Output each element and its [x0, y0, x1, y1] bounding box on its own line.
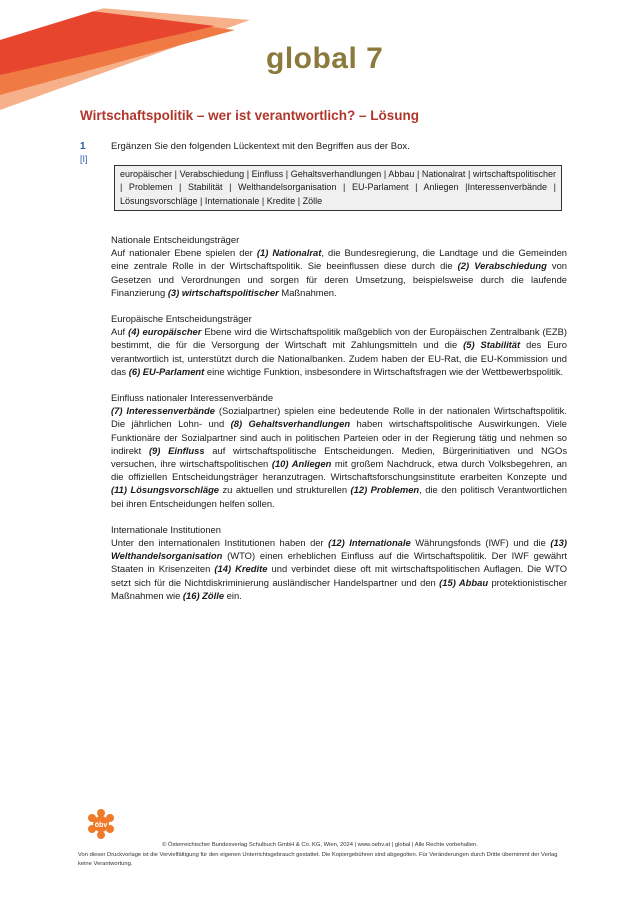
page-title: Wirtschaftspolitik – wer ist verantwortlich? – Lösung	[80, 108, 419, 123]
text-segment: Währungsfonds (IWF) und die	[410, 537, 551, 549]
answer-term: (13) Welthandelsorganisation	[111, 537, 568, 562]
answer-term: (9) Einfluss	[148, 444, 205, 456]
text-segment: Unter den internationalen Institutionen haben der	[111, 537, 329, 549]
section-title: Nationale Entscheidungsträger	[111, 234, 240, 245]
text-segment: protektionistischer Maßnahmen wie	[111, 576, 567, 601]
brand-title: global 7	[266, 42, 384, 75]
text-segment: (WTO) einen erheblichen Einfluss auf die Wirtschaftspolitik. Der IWF gewährt Staaten in Krisenzeiten	[111, 550, 567, 575]
text-segment: haben wirtschaftspolitische Auswirkungen. Viele Funktionäre der Sozialpartner sind auch in politischen Parteien oder in der Regierung tätig und nehmen so indirekt	[111, 418, 567, 456]
text-segment: (Sozialpartner) spielen eine bedeutende Rolle in der nationalen Wirtschaftspolitik. Die jährlichen Lohn- und	[111, 405, 567, 430]
svg-text:öbv: öbv	[94, 822, 108, 829]
answer-term: (14) Kredite	[214, 563, 268, 575]
text-segment: Ebene wird die Wirtschaftspolitik maßgeblich von der Europäischen Zentralbank (EZB) bestimmt, die für die Versorgung der Wirtschaft mit Zahlungsmitteln und die	[111, 326, 567, 351]
text-segment: Maßnahmen.	[278, 286, 337, 298]
text-segment: auf wirtschaftspolitische Entscheidungen. Medien, Bürgerinitiativen und NGOs versuchen, ihre wirtschaftspolitischen	[111, 444, 568, 470]
answer-term: (3) wirtschaftspolitischer	[167, 286, 279, 298]
section	[111, 312, 567, 378]
text-segment: ein.	[224, 589, 242, 601]
answer-term: (8) Gehaltsverhandlungen	[230, 418, 351, 430]
text-segment: Auf	[111, 326, 129, 338]
section-body	[111, 404, 567, 510]
answer-term: (10) Anliegen	[271, 458, 332, 470]
task-number: 1	[80, 141, 86, 152]
answer-term: (12) Internationale	[328, 537, 411, 549]
text-segment: und verbindet diese oft mit wirtschaftspolitischen Auflagen. Die WTO setzt sich für die Nichtdiskriminierung ausländischer Handelspartner und den	[111, 563, 568, 588]
text-segment: Auf nationaler Ebene spielen der	[111, 247, 257, 259]
header-corner-graphic	[0, 0, 260, 110]
task-instruction: Ergänzen Sie den folgenden Lückentext mit den Begriffen aus der Box.	[111, 141, 410, 152]
text-segment: , die den politisch Verantwortlichen bei ihren Entscheidungen helfen sollen.	[111, 484, 567, 509]
text-segment: des Euro verantwortlich ist, unterstützt durch die Nationalbanken. Zudem haben der EU-Rat, die EU-Kommission und das	[111, 339, 567, 377]
answer-term: (5) Stabilität	[463, 339, 521, 351]
section-title: Europäische Entscheidungsträger	[111, 313, 252, 325]
section-title: Einfluss nationaler Interessenverbände	[111, 392, 274, 404]
text-segment: von Gesetzen und Verordnungen und sorgen für deren Umsetzung, beispielsweise durch die laufende Finanzierung	[111, 260, 567, 298]
text-segment: , die Bundesregierung, die Landtage und die Gemeinden eine zentrale Rolle in der Wirtschaftspolitik. Sie beeinflussen diese durch die	[111, 247, 568, 272]
footer-notice: Von dieser Druckvorlage ist die Vervielfältigung für den eigenen Unterrichtsgebrauch gestattet. Die Kopiergebühren sind abgegolten. Für Veränderungen durch Dritte übernimmt der Verlag keine Verantwortung.	[78, 852, 558, 867]
section	[111, 523, 567, 602]
answer-term: (11) Lösungsvorschläge	[111, 484, 220, 496]
section-title: Internationale Institutionen	[111, 523, 221, 535]
answer-term: (6) EU-Parlament	[128, 365, 205, 377]
answer-term: (15) Abbau	[439, 576, 489, 588]
answer-term: (7) Interessenverbände	[111, 405, 215, 417]
text-segment: zu aktuellen und strukturellen	[219, 484, 351, 496]
solution-text	[111, 233, 567, 615]
answer-term: (1) Nationalrat	[256, 247, 322, 259]
section-body	[111, 536, 567, 602]
task-level: [I]	[80, 154, 88, 164]
answer-term: (12) Problemen	[350, 484, 420, 496]
answer-term: (16) Zölle	[182, 589, 225, 601]
text-segment: mit großem Nachdruck, etwa durch Volksbegehren, an die offiziellen Entscheidungsträger heranzutragen. Wirtschaftsforschungsinstitute erarbeiten Konzepte und	[111, 458, 567, 483]
section	[111, 233, 567, 299]
section	[111, 391, 567, 510]
answer-term: (2) Verabschiedung	[457, 260, 547, 272]
section-body	[111, 325, 567, 378]
text-segment: eine wichtige Funktion, insbesondere in Wirtschaftsfragen wie der Wettbewerbspolitik.	[204, 365, 564, 377]
oebv-logo	[86, 808, 116, 840]
answer-term: (4) europäischer	[128, 326, 202, 338]
footer-copyright: © Österreichischer Bundesverlag Schulbuch GmbH & Co. KG, Wien, 2024 | www.oebv.at | global | Alle Rechte vorbehalten.	[162, 842, 478, 848]
word-box: europäischer | Verabschiedung | Einfluss | Gehaltsverhandlungen | Abbau | Nationalrat | wirtschaftspolitischer | Problemen | Stabilität | Welthandelsorganisation | EU-Parlament | Anliegen |Interessenverbände | Lösungsvorschläge | Internationale | Kredite | Zölle	[114, 165, 562, 211]
section-body	[111, 246, 567, 299]
